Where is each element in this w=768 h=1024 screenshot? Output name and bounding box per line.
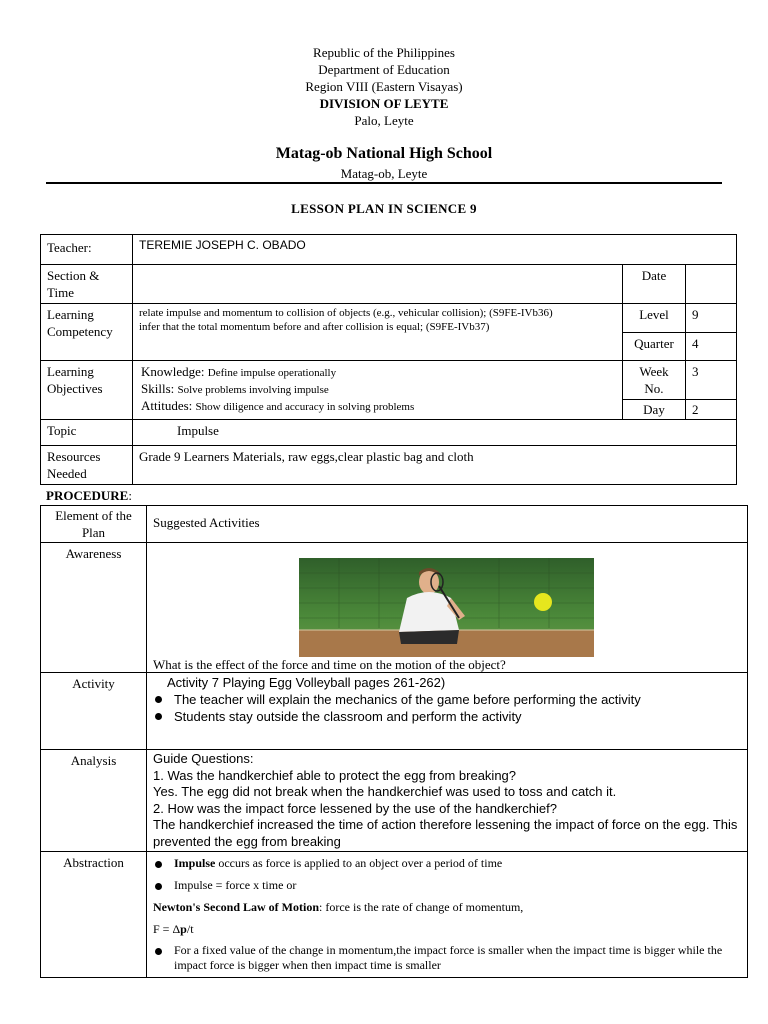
date-label: Date [641, 268, 667, 283]
procedure-heading: PROCEDURE [46, 488, 129, 503]
competency-line-2: infer that the total momentum before and after collision is equal; (S9FE-IVb37) [139, 321, 490, 333]
section-time-label: Section & Time [47, 268, 100, 300]
lesson-title: LESSON PLAN IN SCIENCE 9 [291, 201, 477, 216]
attitudes-label: Attitudes: [141, 398, 193, 413]
day-value: 2 [692, 402, 699, 417]
bullet-icon [155, 948, 162, 955]
fixed-value-item [153, 943, 741, 973]
competency-label: Learning Competency [47, 307, 113, 339]
formula-delta: Δ [172, 922, 181, 936]
header-division: DIVISION OF LEYTE [319, 96, 449, 111]
impulse-formula-text: Impulse = force x time or [174, 878, 297, 892]
week-value: 3 [692, 364, 699, 379]
bullet-icon [155, 861, 162, 868]
info-table [40, 234, 737, 485]
bullet-icon [155, 696, 162, 703]
week-label: Week No. [639, 364, 669, 396]
resources-value: Grade 9 Learners Materials, raw eggs,clear plastic bag and cloth [139, 449, 474, 464]
day-label: Day [643, 402, 665, 417]
knowledge-label: Knowledge: [141, 364, 205, 379]
procedure-table [40, 505, 748, 978]
procedure-heading-wrap [46, 488, 132, 504]
awareness-question: What is the effect of the force and time on the motion of the object? [153, 657, 506, 672]
impulse-def-rest: occurs as force is applied to an object over a period of time [215, 856, 503, 870]
formula-prefix: F = [153, 922, 173, 936]
activity-label: Activity [72, 676, 115, 691]
awareness-label: Awareness [65, 546, 122, 561]
activity-bullet-2 [147, 708, 747, 725]
competency-line-1: relate impulse and momentum to collision of objects (e.g., vehicular collision); (S9FE-IVb36) [139, 307, 553, 319]
analysis-line-1: Guide Questions: [153, 751, 254, 766]
teacher-label: Teacher: [47, 240, 92, 255]
header-divider [46, 182, 722, 184]
objectives-label: Learning Objectives [47, 364, 103, 396]
analysis-line-3: Yes. The egg did not break when the handkerchief was used to toss and catch it. [153, 784, 617, 799]
topic-value: Impulse [177, 423, 219, 438]
impulse-formula-item [153, 878, 741, 893]
resources-label: Resources Needed [47, 449, 101, 481]
col-activities-header: Suggested Activities [153, 515, 260, 530]
activity-bullet-1 [147, 691, 747, 708]
analysis-line-2: 1. Was the handkerchief able to protect the egg from breaking? [153, 767, 517, 783]
header-republic: Republic of the Philippines [313, 45, 455, 60]
analysis-line-5: The handkerchief increased the time of action therefore lessening the impact of force on the egg. This prevented the egg from breaking [153, 817, 738, 849]
formula-p: p [180, 922, 187, 936]
impulse-def-text [174, 856, 502, 871]
tennis-player-photo [299, 558, 594, 657]
level-value: 9 [692, 307, 699, 322]
skills-value: Solve problems involving impulse [177, 384, 329, 396]
bullet-icon [155, 883, 162, 890]
col-element-header: Element of the Plan [55, 508, 132, 540]
quarter-label: Quarter [634, 336, 674, 351]
bullet-icon [155, 713, 162, 720]
abstraction-label: Abstraction [63, 855, 124, 870]
attitudes-value: Show diligence and accuracy in solving problems [195, 401, 415, 413]
analysis-line-4: 2. How was the impact force lessened by the use of the handkerchief? [153, 800, 557, 816]
fixed-value-text: For a fixed value of the change in momentum,the impact force is smaller when the impact time is bigger while the impact force is bigger when then impact time is smaller [174, 943, 723, 972]
impulse-term: Impulse [174, 856, 216, 870]
impulse-def-item [153, 856, 741, 871]
header-department: Department of Education [318, 62, 450, 77]
activity-title: Activity 7 Playing Egg Volleyball pages 261-262) [167, 675, 446, 690]
header-location: Palo, Leyte [354, 113, 414, 128]
level-label: Level [639, 307, 669, 322]
activity-bullet-2-text: Students stay outside the classroom and perform the activity [174, 709, 522, 724]
topic-label: Topic [47, 423, 77, 438]
skills-label: Skills: [141, 381, 175, 396]
quarter-value: 4 [692, 336, 699, 351]
formula-suffix: /t [186, 922, 194, 936]
newton-law-title: Newton's Second Law of Motion [153, 900, 320, 914]
knowledge-value: Define impulse operationally [207, 367, 337, 379]
analysis-label: Analysis [70, 753, 117, 768]
newton-law-rest: : force is the rate of change of momentum, [319, 900, 524, 914]
activity-bullet-1-text: The teacher will explain the mechanics of the game before performing the activity [174, 692, 641, 707]
school-location: Matag-ob, Leyte [340, 166, 428, 181]
procedure-heading-colon: : [128, 488, 132, 503]
header-region: Region VIII (Eastern Visayas) [305, 79, 463, 94]
skills-line [141, 380, 614, 397]
newton-law-line [153, 900, 741, 915]
teacher-value: TEREMIE JOSEPH C. OBADO [139, 238, 306, 252]
school-name: Matag-ob National High School [275, 145, 493, 162]
attitudes-line [141, 397, 614, 414]
force-formula [153, 922, 741, 937]
knowledge-line [141, 363, 614, 380]
